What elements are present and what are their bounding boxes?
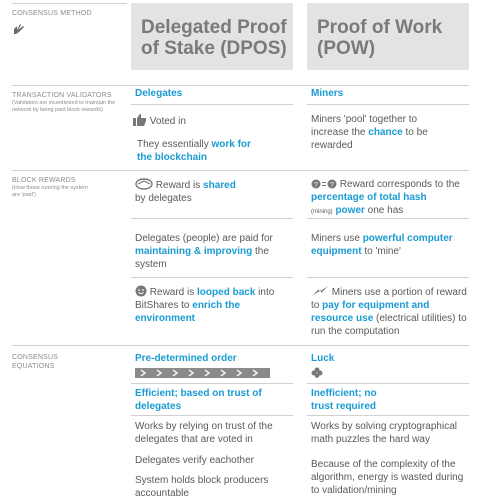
br-dpos-loop-text: Reward is — [149, 287, 198, 298]
dpos-header-title: Delegated Proof of Stake (DPOS) — [141, 17, 287, 59]
tv-dpos-voted — [133, 113, 186, 128]
question-equals-icon — [311, 179, 337, 189]
br-pow-equipment — [311, 232, 466, 258]
br-divider — [12, 170, 469, 171]
br-pow-hash — [311, 178, 471, 219]
tv-dpos-work — [137, 138, 257, 164]
tv-dpos-work-hl: work for the blockchain — [137, 139, 251, 163]
ordered-arrows-icon — [135, 368, 270, 378]
br-pow-hash-text: Reward corresponds to the — [339, 179, 460, 190]
tv-note: (Validators are incentivized to maintain the network by being paid block rewards) — [12, 100, 116, 113]
tv-divider — [12, 85, 469, 86]
ce-dpos-d1: Works by relying on trust of the delegates that are voted in — [135, 421, 273, 445]
br-dpos-loop-text-2: into BitShares to — [135, 287, 275, 311]
ce-pow-d1: Works by solving cryptographical math puzzles the hard way — [311, 421, 457, 445]
br-dpos-paid-text: Delegates (people) are paid for — [135, 233, 273, 244]
tv-pow-title: Miners — [311, 88, 344, 99]
svg-text:?: ? — [330, 182, 334, 189]
ce-pow-eff: Inefficient; no trust required — [311, 388, 377, 412]
br-pow-equipment-hl: powerful computer equipment — [311, 233, 453, 257]
ce-label-text: CONSENSUS EQUATIONS — [12, 354, 59, 370]
ce-row-divider-2-dpos — [131, 415, 293, 416]
ce-row-divider-dpos — [131, 383, 293, 384]
ce-dpos-d3: System holds block producers accountable — [135, 475, 269, 499]
br-dpos-loop — [135, 285, 285, 325]
pow-header — [307, 3, 469, 70]
br-row-divider-1-pow — [307, 218, 469, 219]
br-dpos-shared-text-2: by delegates — [135, 193, 192, 204]
ce-dpos-eff: Efficient; based on trust of delegates — [135, 388, 262, 412]
ce-dpos-d2: Delegates verify eachother — [135, 455, 254, 466]
ce-pow-title: Luck — [311, 353, 335, 364]
br-pow-portion-text: Miners use a portion of reward to — [311, 287, 467, 311]
ce-row-divider-2-pow — [307, 415, 469, 416]
br-dpos-shared-text: Reward is — [155, 180, 204, 191]
br-dpos-loop-hl: looped back — [197, 287, 256, 298]
br-dpos-shared — [135, 178, 285, 205]
ce-dpos-title: Pre-determined order — [135, 353, 237, 364]
smiley-icon — [135, 285, 147, 297]
br-label: BLOCK REWARDS — [12, 177, 76, 184]
br-pow-hash-text-2: one has — [364, 205, 404, 216]
lightning-icon — [311, 285, 329, 297]
tv-pow-pool — [311, 113, 451, 152]
br-dpos-paid-hl: maintaining & improving — [135, 246, 253, 257]
hand-sharing-icon — [135, 178, 153, 190]
tv-pow-pool-hl: chance — [368, 127, 403, 138]
svg-text:?: ? — [314, 182, 318, 189]
dpos-header — [131, 3, 293, 70]
tv-dpos-voted-text: Voted in — [149, 116, 186, 127]
ce-divider — [12, 345, 469, 346]
br-dpos-shared-hl: shared — [203, 180, 236, 191]
tv-col-divider-dpos — [131, 104, 293, 105]
br-pow-portion-text-2: (electrical utilities) to run the computation — [311, 313, 467, 337]
br-dpos-loop-hl-2: enrich the environment — [135, 300, 241, 324]
ce-row-divider-pow — [307, 383, 469, 384]
pow-header-title: Proof of Work (POW) — [317, 17, 443, 59]
hand-pointer-icon — [12, 22, 26, 36]
ce-pow-d2: Because of the complexity of the algorithm, energy is wasted during to validation/mining — [311, 459, 464, 496]
tv-col-divider-pow — [307, 104, 469, 105]
tv-label: TRANSACTION VALIDATORS — [12, 92, 112, 99]
br-row-divider-1-dpos — [131, 218, 293, 219]
br-pow-hash-hl-2: power — [335, 205, 365, 216]
br-pow-equipment-text-2: to 'mine' — [361, 246, 401, 257]
br-dpos-paid-text-2: the system — [135, 246, 269, 270]
br-pow-portion — [311, 285, 471, 338]
thumbs-up-icon — [133, 113, 147, 126]
tv-dpos-title: Delegates — [135, 88, 183, 99]
br-note: (How those running the system are 'paid') — [12, 185, 88, 198]
ce-label — [12, 353, 92, 371]
consensus-method-label: CONSENSUS METHOD — [12, 10, 92, 17]
br-pow-hash-small: (mining) — [311, 209, 333, 215]
br-pow-hash-hl: percentage of total hash — [311, 192, 427, 203]
top-divider — [12, 3, 127, 4]
br-row-divider-2-dpos — [131, 277, 293, 278]
tv-dpos-work-text: They essentially — [137, 139, 212, 150]
clover-icon — [311, 367, 323, 379]
br-pow-portion-hl: pay for equipment and resource use — [311, 300, 430, 324]
tv-pow-pool-text-2: to be rewarded — [311, 127, 428, 151]
tv-pow-pool-text: Miners 'pool' together to increase the — [311, 114, 418, 138]
br-dpos-paid — [135, 232, 285, 271]
br-row-divider-2-pow — [307, 277, 469, 278]
br-pow-equipment-text: Miners use — [311, 233, 363, 244]
